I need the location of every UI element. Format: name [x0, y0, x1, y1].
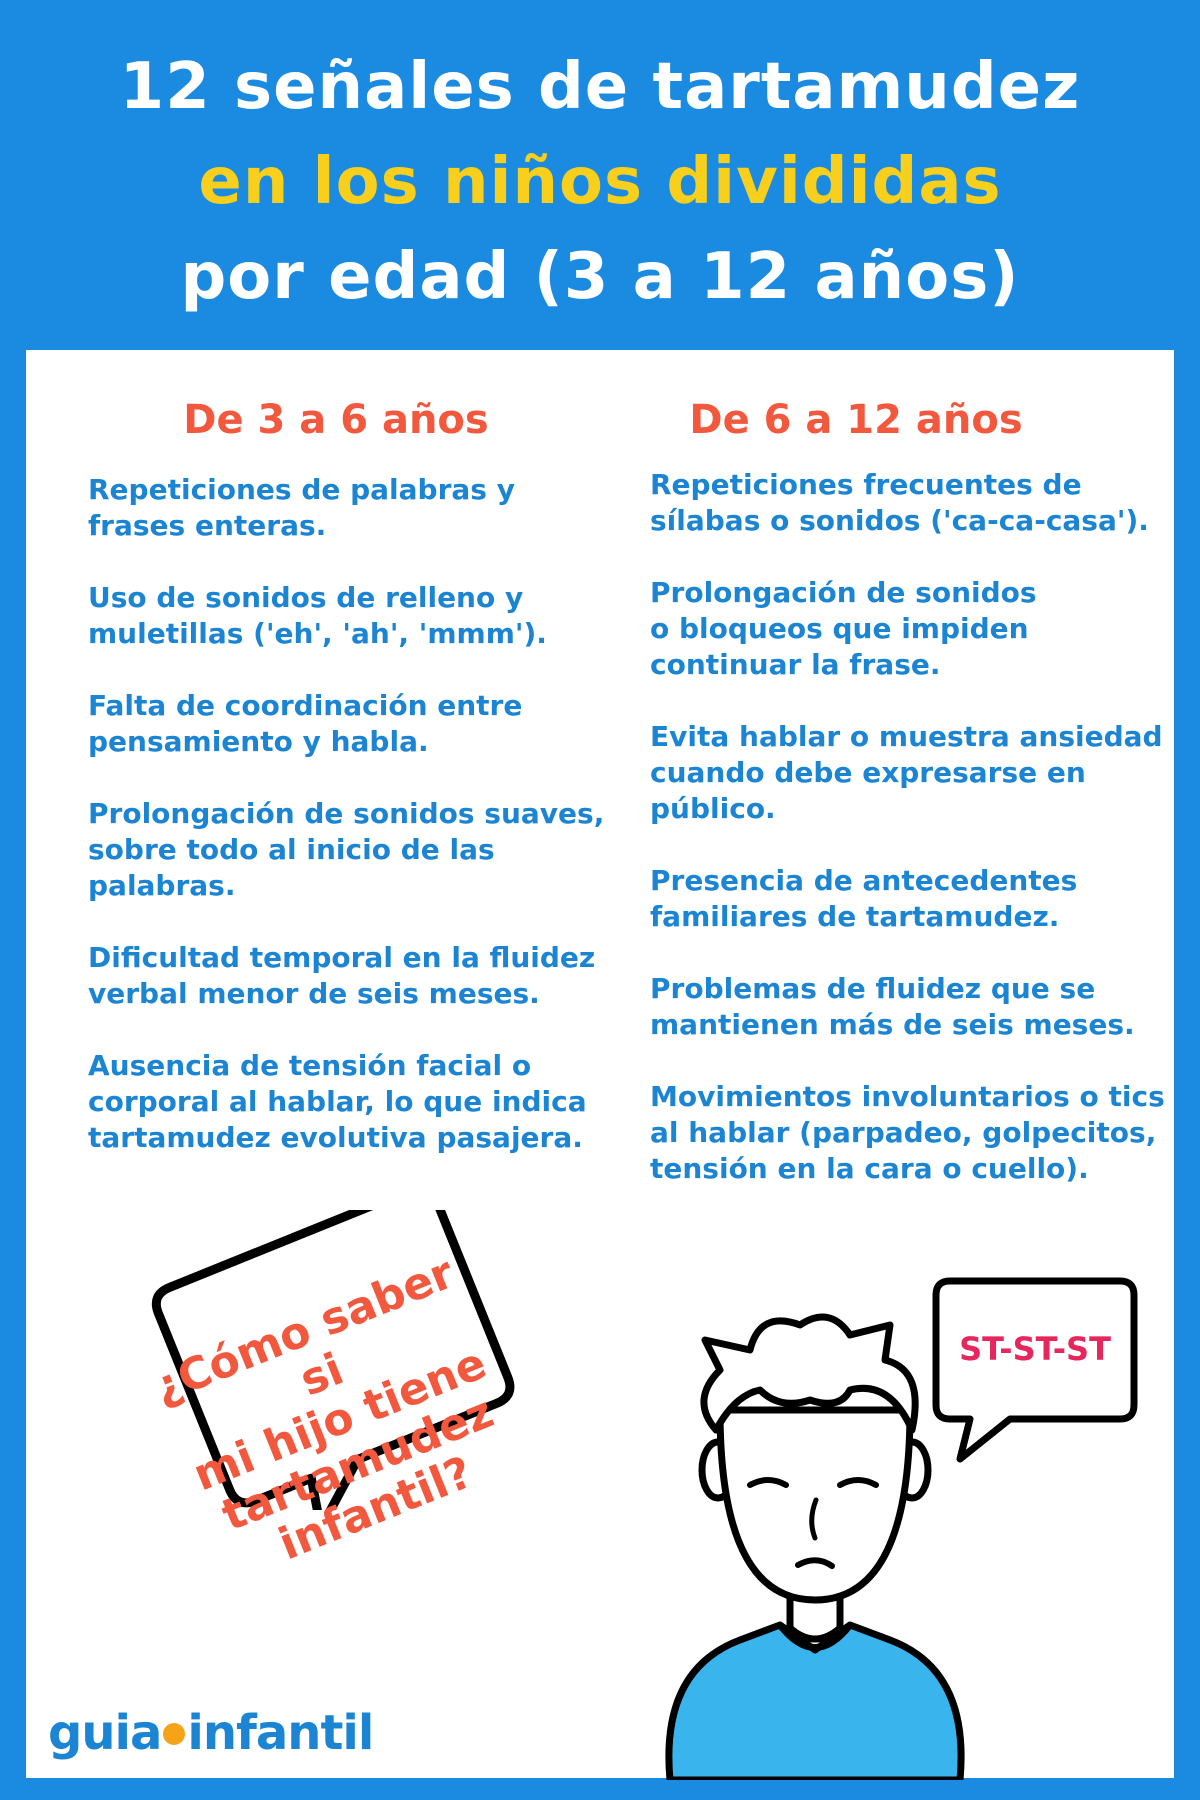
list-item: Falta de coordinación entre pensamiento y habla.: [88, 689, 523, 758]
title-line-3: por edad (3 a 12 años): [180, 240, 1020, 314]
title-line-1: 12 señales de tartamudez: [119, 50, 1081, 124]
list-item: Ausencia de tensión facial o corporal al hablar, lo que indica tartamudez evolutiva pasajera.: [88, 1049, 587, 1154]
list-item: Uso de sonidos de relleno y muletillas ('eh', 'ah', 'mmm').: [88, 581, 547, 650]
list-item: Repeticiones frecuentes de sílabas o sonidos ('ca-ca-casa').: [650, 468, 1149, 537]
header: [0, 0, 1200, 350]
content-panel: [26, 350, 1174, 1778]
logo-text-1: guia: [48, 1705, 162, 1761]
title-line-2: en los niños divididas: [198, 145, 1002, 219]
list-item: Dificultad temporal en la fluidez verbal menor de seis meses.: [88, 941, 596, 1010]
guiainfantil-logo: [48, 1705, 373, 1761]
stutter-text: ST-ST-ST: [959, 1330, 1111, 1368]
boy-illustration: [650, 1310, 980, 1780]
column-heading-3-6: De 3 a 6 años: [183, 397, 489, 443]
logo-text-2: infantil: [187, 1705, 374, 1761]
list-item: Prolongación de sonidos o bloqueos que impiden continuar la frase.: [650, 576, 1037, 681]
list-item: Problemas de fluidez que se mantienen más de seis meses.: [650, 972, 1135, 1041]
list-item: Movimientos involuntarios o tics al hablar (parpadeo, golpecitos, tensión en la cara o cuello).: [650, 1080, 1165, 1185]
logo-dot: [163, 1723, 185, 1745]
list-item: Evita hablar o muestra ansiedad cuando debe expresarse en público.: [650, 720, 1163, 825]
list-item: Prolongación de sonidos suaves, sobre todo al inicio de las palabras.: [88, 797, 605, 902]
list-item: Repeticiones de palabras y frases enteras.: [88, 473, 515, 542]
question-text: ¿Cómo saber si mi hijo tiene tartamudez infantil?: [146, 1247, 501, 1571]
list-item: Presencia de antecedentes familiares de tartamudez.: [650, 864, 1078, 933]
column-heading-6-12: De 6 a 12 años: [689, 397, 1023, 443]
